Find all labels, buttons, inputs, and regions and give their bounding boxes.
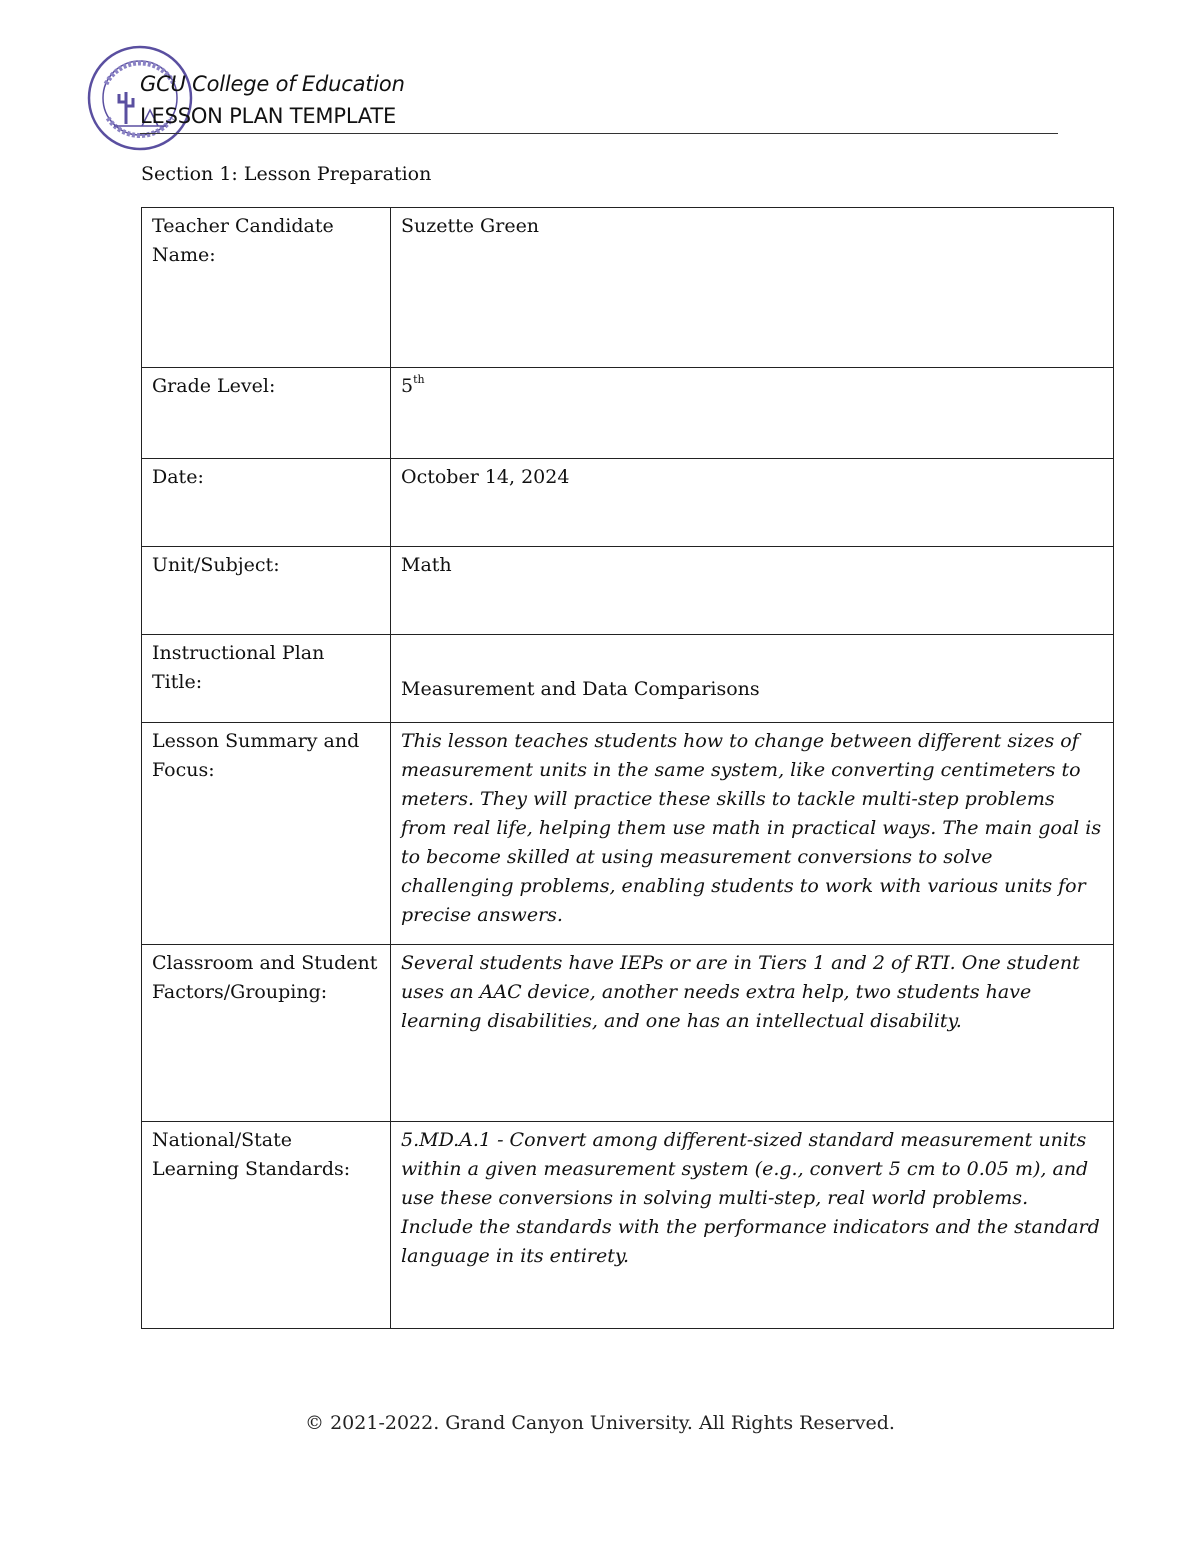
section-heading: Section 1: Lesson Preparation <box>141 163 432 185</box>
teacher-label: Teacher Candidate Name: <box>142 208 391 368</box>
college-name: GCU College of Education <box>140 72 405 96</box>
plan-title-label: Instructional Plan Title: <box>142 635 391 723</box>
table-row-date <box>142 459 1114 547</box>
summary-value: This lesson teaches students how to change between different sizes of measurement units in the same system, like converting centimeters to meters. They will practice these skills to tackle multi-step problems from real life, helping them use math in practical ways. The main goal is to become skilled at using measurement conversions to solve challenging problems, enabling students to work with various units for precise answers. <box>391 723 1114 945</box>
standards-label: National/State Learning Standards: <box>142 1122 391 1329</box>
table-row-classroom <box>142 945 1114 1122</box>
unit-label: Unit/Subject: <box>142 547 391 635</box>
table-row-title <box>142 635 1114 723</box>
grade-ordinal-suffix: th <box>413 372 425 386</box>
classroom-value: Several students have IEPs or are in Tiers 1 and 2 of RTI. One student uses an AAC device, another needs extra help, two students have learning disabilities, and one has an intellectual disability. <box>391 945 1114 1122</box>
template-title: LESSON PLAN TEMPLATE <box>140 104 397 128</box>
date-label: Date: <box>142 459 391 547</box>
unit-value: Math <box>391 547 1114 635</box>
copyright-footer: © 2021-2022. Grand Canyon University. All Rights Reserved. <box>305 1412 895 1434</box>
table-row-teacher <box>142 208 1114 368</box>
grade-label: Grade Level: <box>142 368 391 459</box>
plan-title-value: Measurement and Data Comparisons <box>391 635 1114 723</box>
table-row-summary <box>142 723 1114 945</box>
standards-value: 5.MD.A.1 - Convert among different-sized standard measurement units within a given measurement system (e.g., convert 5 cm to 0.05 m), and use these conversions in solving multi-step, real world problems. Include the standards with the performance indicators and the standard language in its entirety. <box>391 1122 1114 1329</box>
university-seal-logo <box>86 44 194 152</box>
table-row-standards <box>142 1122 1114 1329</box>
table-row-grade <box>142 368 1114 459</box>
grade-value: 5 <box>401 375 414 397</box>
table-row-unit <box>142 547 1114 635</box>
lesson-preparation-table <box>141 207 1114 1329</box>
teacher-value: Suzette Green <box>391 208 1114 368</box>
grade-value-cell <box>391 368 1114 459</box>
summary-label: Lesson Summary and Focus: <box>142 723 391 945</box>
classroom-label: Classroom and Student Factors/Grouping: <box>142 945 391 1122</box>
header-divider <box>140 133 1058 134</box>
date-value: October 14, 2024 <box>391 459 1114 547</box>
